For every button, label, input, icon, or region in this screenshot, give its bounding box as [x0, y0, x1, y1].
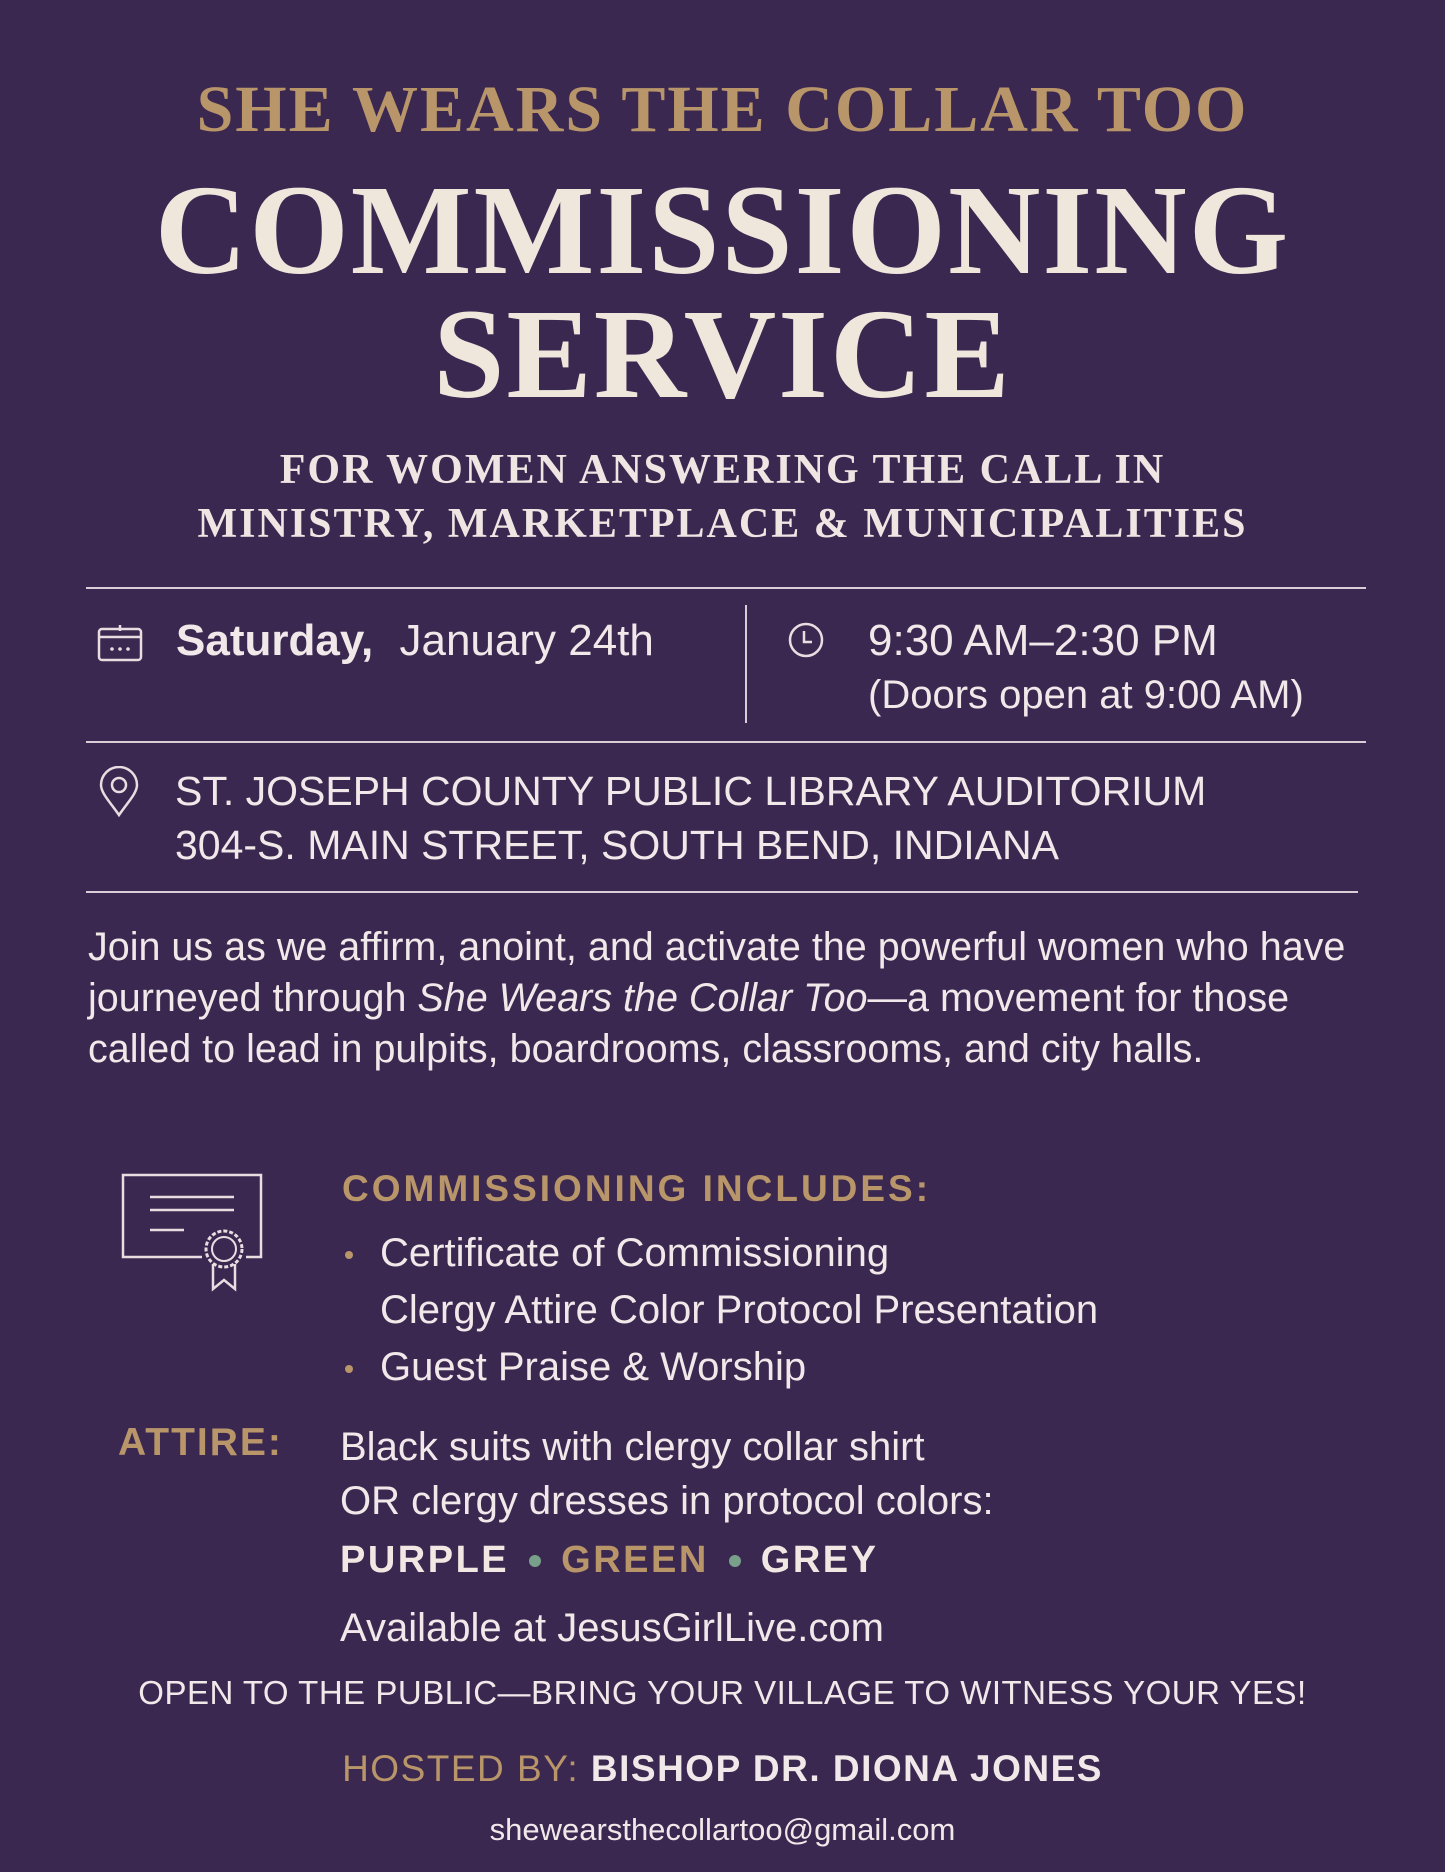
divider: [86, 587, 1366, 589]
includes-item: [342, 1225, 1098, 1282]
calendar-icon: [97, 624, 145, 662]
clock-icon: [787, 621, 825, 659]
subtitle-line1: FOR WOMEN ANSWERING THE CALL IN: [279, 447, 1166, 493]
event-location: [175, 764, 1206, 872]
description-italic: She Wears the Collar Too: [417, 976, 868, 1020]
divider: [86, 741, 1366, 743]
venue-address: 304-S. MAIN STREET, SOUTH BEND, INDIANA: [175, 822, 1059, 868]
venue-name: ST. JOSEPH COUNTY PUBLIC LIBRARY AUDITORIUM: [175, 768, 1207, 814]
hosted-label: HOSTED BY:: [342, 1748, 580, 1789]
event-date: [176, 614, 654, 668]
attire-line1: Black suits with clergy collar shirt: [340, 1425, 925, 1469]
color-grey: GREY: [760, 1539, 879, 1581]
protocol-colors: [340, 1539, 878, 1582]
vertical-divider: [745, 605, 747, 723]
event-title-line1: COMMISSIONING: [154, 159, 1291, 301]
separator-dot-icon: [729, 1555, 741, 1567]
bullet-icon: [345, 1251, 353, 1259]
event-time-range: 9:30 AM–2:30 PM: [868, 616, 1218, 665]
bullet-icon: [345, 1365, 353, 1373]
open-to-public: OPEN TO THE PUBLIC—BRING YOUR VILLAGE TO WITNESS YOUR YES!: [138, 1674, 1307, 1711]
separator-dot-icon: [529, 1555, 541, 1567]
color-purple: PURPLE: [340, 1539, 510, 1581]
includes-item-label: Guest Praise & Worship: [380, 1345, 807, 1389]
includes-heading: COMMISSIONING INCLUDES:: [342, 1168, 932, 1209]
event-day: Saturday,: [176, 616, 374, 665]
event-time: [868, 614, 1304, 722]
certificate-icon: [120, 1172, 266, 1292]
subtitle-line2: MINISTRY, MARKETPLACE & MUNICIPALITIES: [197, 501, 1248, 547]
doors-open: (Doors open at 9:00 AM): [868, 673, 1304, 717]
host-name: BISHOP DR. DIONA JONES: [590, 1748, 1103, 1789]
contact-email[interactable]: shewearsthecollartoo@gmail.com: [489, 1812, 956, 1847]
description-text: Join us as we affirm, anoint, and activate the powerful women who have journeyed through: [88, 925, 1346, 1020]
event-title: [0, 159, 1445, 425]
hosted-by: [0, 1748, 1445, 1790]
includes-list: [342, 1225, 1098, 1396]
includes-item-label: Certificate of Commissioning: [380, 1231, 890, 1275]
attire-line2: OR clergy dresses in protocol colors:: [340, 1479, 994, 1523]
attire-label: ATTIRE:: [118, 1421, 283, 1464]
event-title-line2: SERVICE: [433, 283, 1012, 425]
divider: [86, 891, 1358, 893]
includes-item-label: Clergy Attire Color Protocol Presentation: [380, 1288, 1099, 1332]
event-date-value: January 24th: [399, 616, 654, 665]
subtitle: [0, 443, 1445, 551]
includes-item: [342, 1339, 1098, 1396]
color-green: GREEN: [561, 1539, 709, 1581]
event-description: [88, 922, 1388, 1075]
description-text: —a movement for those called to lead in pulpits, boardrooms, classrooms, and city halls.: [88, 976, 1290, 1071]
includes-item: [342, 1282, 1098, 1339]
map-pin-icon: [96, 766, 142, 818]
series-title: SHE WEARS THE COLLAR TOO: [196, 73, 1249, 146]
attire-description: [340, 1420, 994, 1528]
attire-availability: Available at JesusGirlLive.com: [340, 1606, 884, 1650]
